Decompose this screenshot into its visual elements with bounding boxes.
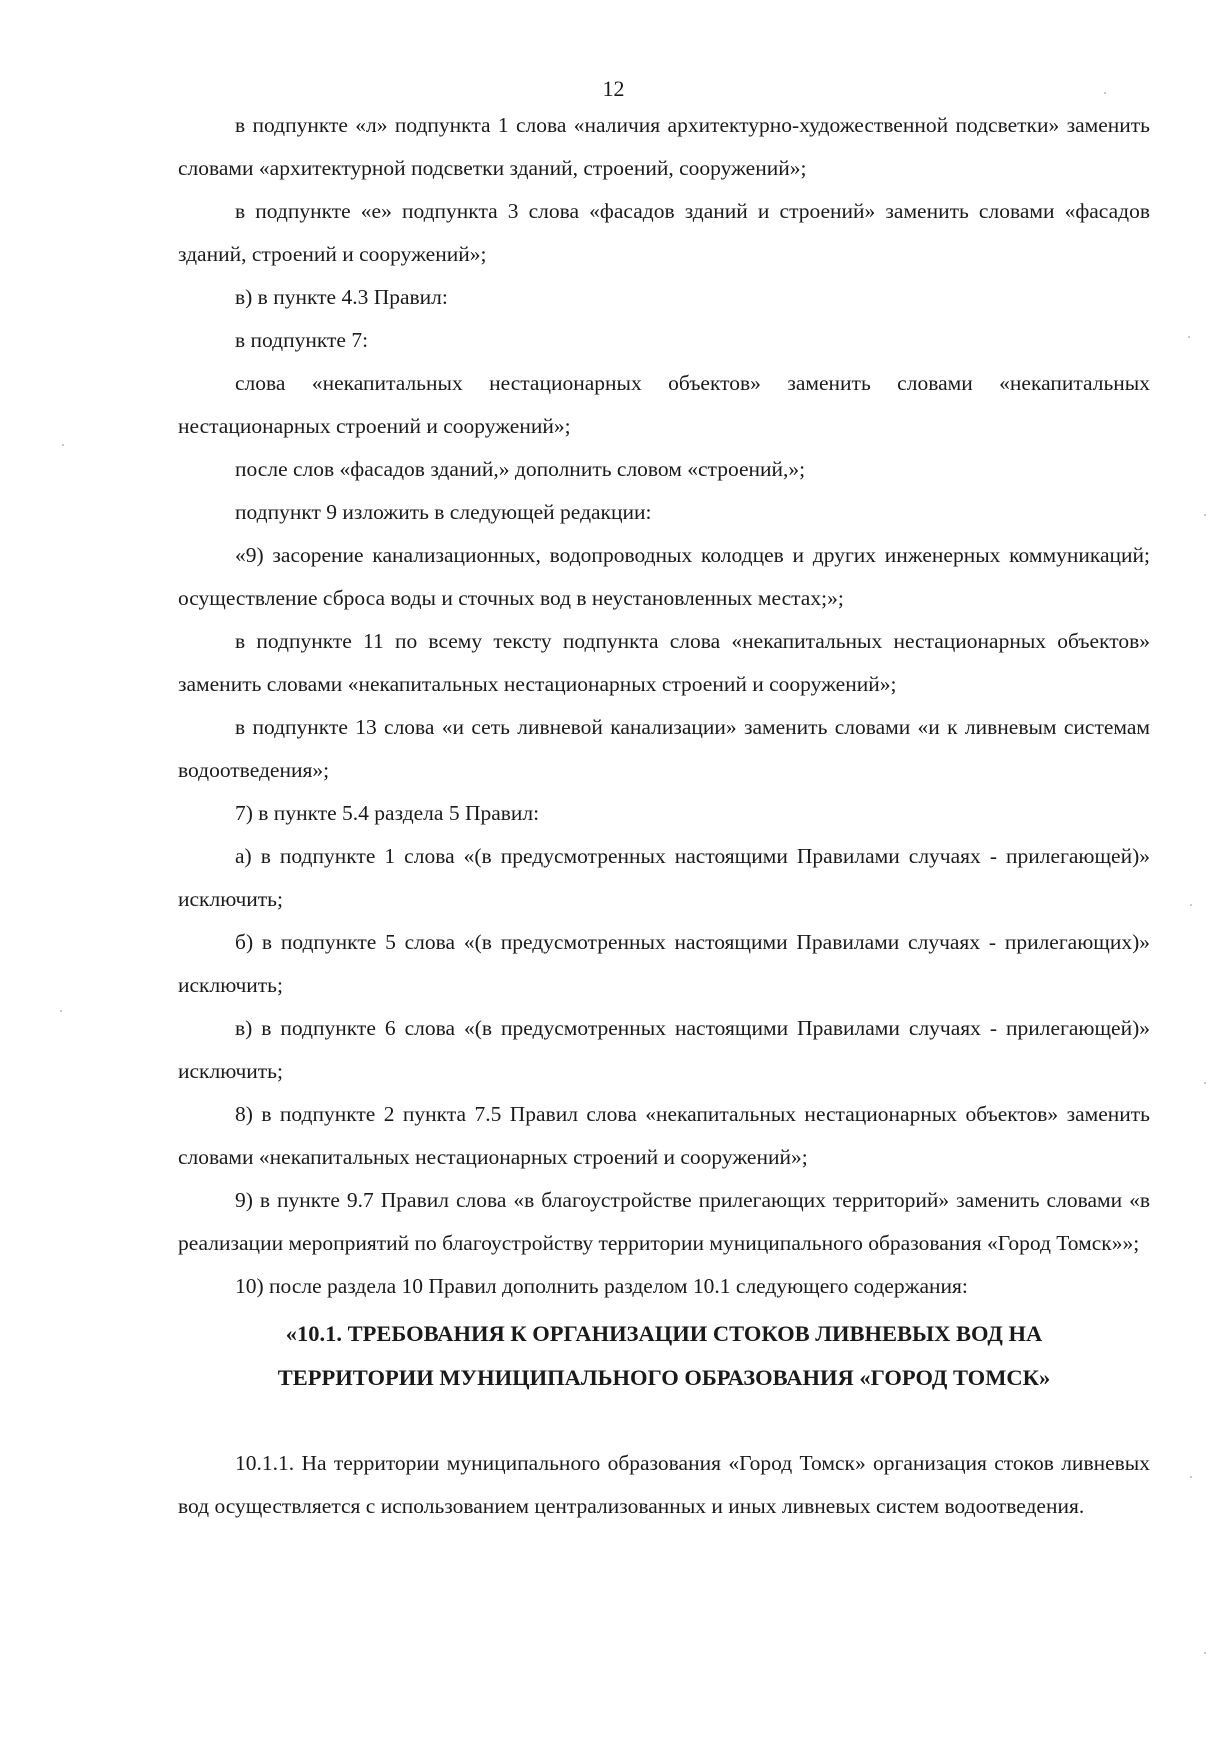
scan-speck bbox=[1188, 336, 1190, 338]
paragraph-podpunkt-13: в подпункте 13 слова «и сеть ливневой канализации» заменить словами «и к ливневым системам водоотведения»; bbox=[178, 715, 1150, 782]
paragraph-podpunkt-9-text: «9) засорение канализационных, водопроводных колодцев и других инженерных коммуникаций; осуществление сброса воды и сточных вод в неустановленных местах;»; bbox=[178, 543, 1150, 610]
section-heading-line-2: ТЕРРИТОРИИ МУНИЦИПАЛЬНОГО ОБРАЗОВАНИЯ «ГОРОД ТОМСК» bbox=[277, 1365, 1051, 1390]
scan-speck bbox=[1190, 904, 1192, 906]
paragraph-slova-nekapitalnyh: слова «некапитальных нестационарных объектов» заменить словами «некапитальных нестационарных строений и сооружений»; bbox=[178, 371, 1150, 438]
scan-speck bbox=[62, 444, 64, 446]
paragraph-podpunkt-e: в подпункте «е» подпункта 3 слова «фасадов зданий и строений» заменить словами «фасадов зданий, строений и сооружений»; bbox=[178, 199, 1150, 266]
paragraph-podpunkt-9-intro: подпункт 9 изложить в следующей редакции: bbox=[235, 500, 652, 524]
paragraph-razdel-10-1-intro: 10) после раздела 10 Правил дополнить разделом 10.1 следующего содержания: bbox=[235, 1274, 968, 1298]
paragraph-punkt-9-7: 9) в пункте 9.7 Правил слова «в благоустройстве прилегающих территорий» заменить словами «в реализации мероприятий по благоустройству территории муниципального образования «Город Томск»»; bbox=[178, 1188, 1150, 1255]
scan-speck bbox=[1204, 1082, 1206, 1084]
paragraph-v-podpunkt-6: в) в подпункте 6 слова «(в предусмотренных настоящими Правилами случаях - прилегающей)» исключить; bbox=[178, 1016, 1150, 1083]
paragraph-punkt-4-3: в) в пункте 4.3 Правил: bbox=[235, 285, 448, 309]
scan-speck bbox=[1204, 514, 1206, 516]
paragraph-10-1-1: 10.1.1. На территории муниципального образования «Город Томск» организация стоков ливневых вод осуществляется с использованием централизованных и иных ливневых систем водоотведения. bbox=[178, 1451, 1150, 1518]
paragraph-podpunkt-7: в подпункте 7: bbox=[235, 328, 369, 352]
paragraph-a-podpunkt-1: а) в подпункте 1 слова «(в предусмотренных настоящими Правилами случаях - прилегающей)» исключить; bbox=[178, 844, 1150, 911]
section-heading-line-1: «10.1. ТРЕБОВАНИЯ К ОРГАНИЗАЦИИ СТОКОВ ЛИВНЕВЫХ ВОД НА bbox=[285, 1321, 1043, 1346]
paragraph-posle-slov: после слов «фасадов зданий,» дополнить словом «строений,»; bbox=[235, 457, 806, 481]
document-body bbox=[178, 104, 1150, 1528]
scan-speck bbox=[60, 1010, 62, 1012]
page-number: 12 bbox=[602, 76, 625, 101]
paragraph-podpunkt-l: в подпункте «л» подпункта 1 слова «наличия архитектурно-художественной подсветки» заменить словами «архитектурной подсветки зданий, строений, сооружений»; bbox=[178, 113, 1150, 180]
paragraph-podpunkt-11: в подпункте 11 по всему тексту подпункта слова «некапитальных нестационарных объектов» заменить словами «некапитальных нестационарных строений и сооружений»; bbox=[178, 629, 1150, 696]
scan-speck bbox=[1104, 92, 1106, 94]
paragraph-b-podpunkt-5: б) в подпункте 5 слова «(в предусмотренных настоящими Правилами случаях - прилегающих)» исключить; bbox=[178, 930, 1150, 997]
paragraph-punkt-5-4: 7) в пункте 5.4 раздела 5 Правил: bbox=[235, 801, 540, 825]
scan-speck bbox=[1204, 1652, 1206, 1654]
spacer bbox=[178, 1400, 1150, 1442]
paragraph-punkt-7-5: 8) в подпункте 2 пункта 7.5 Правил слова «некапитальных нестационарных объектов» заменить словами «некапитальных нестационарных строений и сооружений»; bbox=[178, 1102, 1150, 1169]
section-heading bbox=[178, 1312, 1150, 1400]
scan-speck bbox=[1190, 1476, 1192, 1478]
